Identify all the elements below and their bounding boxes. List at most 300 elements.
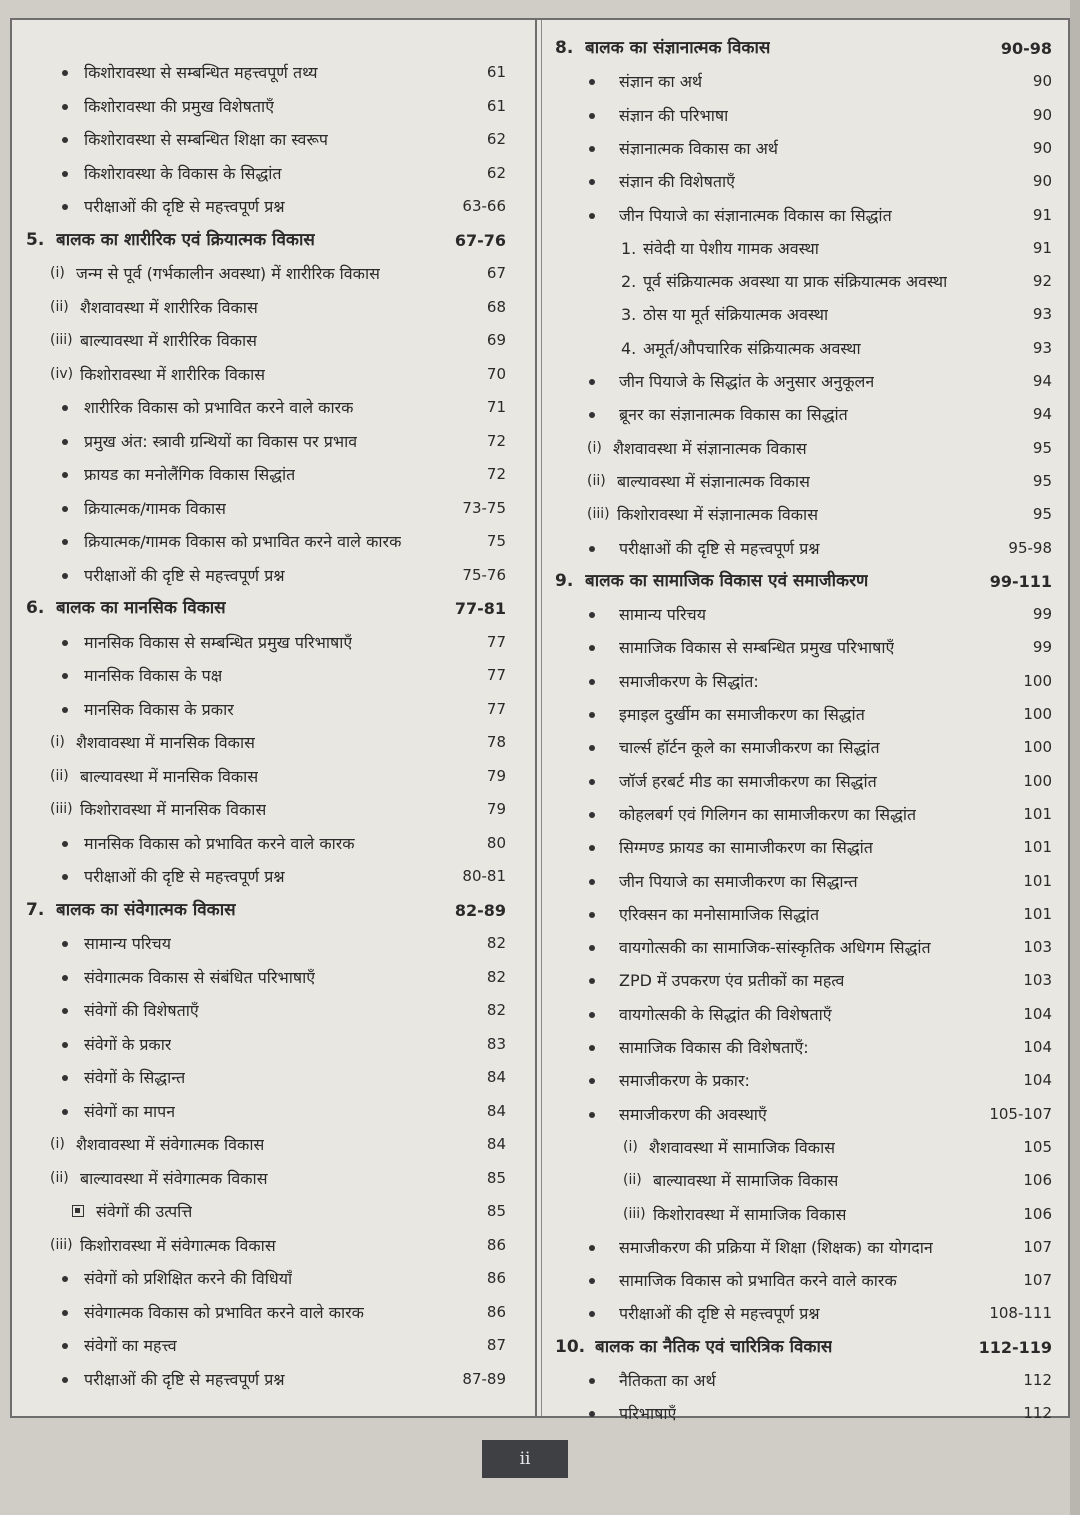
entry-title: क्रियात्मक/गामक विकास	[84, 498, 226, 518]
entry-title: शारीरिक विकास को प्रभावित करने वाले कारक	[84, 398, 354, 417]
page-number: 103	[1023, 971, 1052, 990]
bullet-dot-icon	[589, 645, 595, 651]
page-number: 69	[486, 331, 506, 349]
toc-entry-row	[545, 165, 1068, 198]
toc-entry-row	[12, 1128, 534, 1161]
entry-title: समाजीकरण की अवस्थाएँ	[619, 1104, 767, 1124]
toc-entry-row	[12, 425, 534, 458]
bullet-dot-icon	[62, 539, 68, 545]
bullet-dot-icon	[589, 1045, 595, 1051]
bullet-dot-icon	[62, 673, 68, 679]
entry-title: चार्ल्स हॉर्टन कूले का समाजीकरण का सिद्धांत	[619, 738, 880, 758]
entry-title: बाल्यावस्था में संवेगात्मक विकास	[80, 1168, 268, 1188]
sub-entry-label: (ii)	[50, 1169, 69, 1186]
bullet-dot-icon	[62, 137, 68, 143]
entry-title: परीक्षाओं की दृष्टि से महत्त्वपूर्ण प्रश्न	[84, 1369, 285, 1389]
bullet-dot-icon	[589, 379, 595, 385]
toc-entry-row	[12, 760, 534, 793]
toc-entry-row	[545, 99, 1068, 132]
page-number: 71	[486, 398, 506, 416]
page-number: 107	[1023, 1271, 1052, 1290]
chapter-number: 8.	[555, 38, 574, 58]
entry-title: किशोरावस्था में सामाजिक विकास	[653, 1204, 847, 1224]
toc-entry-row	[545, 398, 1068, 431]
bullet-dot-icon	[589, 213, 595, 219]
toc-entry-row	[545, 1198, 1068, 1231]
toc-entry-row	[545, 831, 1068, 864]
entry-title: प्रमुख अंत: स्त्रावी ग्रन्थियों का विकास पर प्रभाव	[84, 431, 358, 451]
page-number: 87	[486, 1336, 506, 1354]
chapter-number: 5.	[26, 229, 45, 250]
toc-entry-row	[12, 1162, 534, 1195]
page-number: 86	[486, 1235, 506, 1254]
page-number: 105-107	[989, 1104, 1052, 1123]
toc-entry-row	[545, 1364, 1068, 1397]
page-number: 95	[1032, 505, 1052, 524]
sub-entry-label: (i)	[587, 439, 602, 456]
page-number: 86	[486, 1302, 506, 1321]
bullet-dot-icon	[62, 1276, 68, 1282]
entry-title: संवेगों का महत्त्व	[84, 1336, 177, 1355]
page-number: 68	[486, 297, 506, 316]
page-number: 84	[486, 1135, 506, 1153]
toc-chapter-row	[12, 224, 534, 257]
toc-entry-row	[12, 1028, 534, 1061]
page-number: 100	[1023, 671, 1052, 690]
entry-title: किशोरावस्था के विकास के सिद्धांत	[84, 163, 282, 183]
column-divider-inner	[541, 20, 542, 1416]
page-number: 95	[1032, 438, 1052, 457]
entry-title: संज्ञान का अर्थ	[619, 72, 703, 92]
bullet-dot-icon	[589, 978, 595, 984]
page-number: 104	[1023, 1071, 1052, 1090]
toc-entry-row	[12, 291, 534, 324]
bullet-dot-icon	[62, 1310, 68, 1316]
bullet-dot-icon	[62, 1008, 68, 1014]
toc-entry-row	[545, 964, 1068, 997]
chapter-number: 6.	[26, 598, 45, 618]
sub-entry-label: 1.	[621, 238, 637, 258]
page-number: 91	[1032, 205, 1052, 224]
entry-title: ZPD में उपकरण एंव प्रतीकों का महत्व	[619, 971, 845, 991]
page-number: 95-98	[1008, 538, 1052, 557]
page-number: 83	[486, 1034, 506, 1053]
page-number: 82	[486, 967, 506, 986]
entry-title: समाजीकरण के प्रकार:	[619, 1071, 750, 1091]
entry-title: संज्ञान की विशेषताएँ	[619, 172, 735, 192]
toc-entry-row	[12, 994, 534, 1027]
toc-entry-row	[545, 931, 1068, 964]
bullet-dot-icon	[62, 1109, 68, 1115]
page-number: 101	[1023, 871, 1052, 890]
entry-title: मानसिक विकास को प्रभावित करने वाले कारक	[84, 833, 355, 853]
page-number: 101	[1023, 838, 1052, 857]
toc-entry-row	[545, 532, 1068, 565]
toc-entry-row	[545, 998, 1068, 1031]
toc-entry-row	[545, 698, 1068, 731]
page-number: 84	[486, 1068, 506, 1086]
page-number: 79	[486, 800, 506, 818]
entry-title: इमाइल दुर्खीम का समाजीकरण का सिद्धांत	[619, 705, 865, 724]
page-number: 77	[486, 699, 506, 718]
toc-entry-row	[545, 65, 1068, 98]
sub-entry-label: 3.	[621, 305, 637, 325]
entry-title: जीन पियाजे के सिद्धांत के अनुसार अनुकूलन	[619, 372, 875, 391]
page-number: 77	[486, 666, 506, 684]
page-number: 87-89	[462, 1369, 506, 1388]
entry-title: सामाजिक विकास को प्रभावित करने वाले कारक	[619, 1271, 897, 1291]
bullet-dot-icon	[589, 1245, 595, 1251]
toc-entry-row	[545, 265, 1068, 298]
bullet-dot-icon	[589, 845, 595, 851]
bullet-dot-icon	[62, 1075, 68, 1081]
toc-chapter-row	[12, 592, 534, 625]
bullet-dot-icon	[62, 171, 68, 177]
sub-entry-label: (ii)	[50, 767, 69, 784]
sub-entry-label: (ii)	[50, 298, 69, 315]
page-number: 72	[486, 465, 506, 483]
bullet-dot-icon	[62, 573, 68, 579]
entry-title: परीक्षाओं की दृष्टि से महत्त्वपूर्ण प्रश्न	[619, 538, 820, 558]
sub-entry-label: (i)	[50, 734, 65, 750]
entry-title: जॉर्ज हरबर्ट मीड का समाजीकरण का सिद्धांत	[619, 771, 877, 791]
toc-entry-row	[12, 1363, 534, 1396]
toc-entry-row	[545, 665, 1068, 698]
toc-entry-row	[12, 1329, 534, 1362]
entry-title: परीक्षाओं की दृष्टि से महत्त्वपूर्ण प्रश्न	[84, 867, 285, 886]
entry-title: संवेगों का मापन	[84, 1101, 176, 1121]
page-number: 90	[1032, 138, 1052, 157]
page-number: 86	[486, 1269, 506, 1287]
entry-title: संवेगात्मक विकास से संबंधित परिभाषाएँ	[84, 967, 316, 987]
toc-entry-row	[545, 1297, 1068, 1330]
toc-chapter-row	[545, 565, 1068, 598]
page-number: 70	[486, 364, 506, 383]
page-number: 62	[486, 163, 506, 182]
entry-title: परीक्षाओं की दृष्टि से महत्त्वपूर्ण प्रश्न	[84, 197, 285, 216]
entry-title: संज्ञानात्मक विकास का अर्थ	[619, 138, 779, 158]
bullet-dot-icon	[62, 1377, 68, 1383]
entry-title: जीन पियाजे का समाजीकरण का सिद्धान्त	[619, 871, 858, 891]
toc-entry-row	[545, 765, 1068, 798]
toc-chapter-row	[12, 894, 534, 927]
entry-title: संवेदी या पेशीय गामक अवस्था	[643, 238, 819, 258]
toc-entry-row	[545, 1264, 1068, 1297]
toc-entry-row	[12, 458, 534, 491]
toc-entry-row	[12, 123, 534, 156]
sub-entry-label: (iii)	[50, 1236, 73, 1253]
bullet-dot-icon	[589, 779, 595, 785]
toc-entry-row	[545, 798, 1068, 831]
page-number: 84	[486, 1101, 506, 1120]
toc-chapter-row	[545, 1331, 1068, 1364]
entry-title: फ्रायड का मनोलैंगिक विकास सिद्धांत	[84, 465, 296, 484]
toc-entry-row	[12, 257, 534, 290]
toc-entry-row	[545, 865, 1068, 898]
chapter-number: 10.	[555, 1336, 586, 1357]
page-number: 67-76	[454, 230, 506, 250]
chapter-number: 7.	[26, 899, 45, 920]
page-number: 82	[486, 1001, 506, 1019]
entry-title: जन्म से पूर्व (गर्भकालीन अवस्था) में शारीरिक विकास	[76, 264, 380, 283]
entry-title: शैशवावस्था में मानसिक विकास	[76, 733, 255, 752]
entry-title: एरिक्सन का मनोसामाजिक सिद्धांत	[619, 904, 820, 924]
entry-title: ब्रूनर का संज्ञानात्मक विकास का सिद्धांत	[619, 405, 848, 425]
entry-title: संवेगात्मक विकास को प्रभावित करने वाले कारक	[84, 1302, 364, 1322]
entry-title: बाल्यावस्था में संज्ञानात्मक विकास	[617, 471, 810, 491]
chapter-title: बालक का सामाजिक विकास एवं समाजीकरण	[585, 570, 869, 591]
bullet-dot-icon	[589, 412, 595, 418]
toc-entry-row	[12, 56, 534, 89]
right-column	[545, 20, 1068, 1424]
page-number: 73-75	[462, 498, 506, 517]
bullet-dot-icon	[589, 1411, 595, 1417]
entry-title: संवेगों के सिद्धान्त	[84, 1068, 186, 1087]
entry-title: कोहलबर्ग एवं गिलिगन का सामाजीकरण का सिद्धांत	[619, 804, 917, 824]
sub-entry-label: (i)	[50, 1136, 65, 1152]
bullet-dot-icon	[589, 712, 595, 718]
entry-title: संवेगों को प्रशिक्षित करने की विधियाँ	[84, 1269, 293, 1288]
page-number: 85	[486, 1168, 506, 1187]
bullet-dot-icon	[62, 104, 68, 110]
page-number: 112	[1023, 1371, 1052, 1389]
toc-entry-row	[12, 693, 534, 726]
page-number: 99-111	[989, 571, 1052, 591]
toc-entry-row	[12, 659, 534, 692]
page-number: 82	[486, 934, 506, 952]
sub-entry-label: (iii)	[50, 801, 73, 817]
entry-title: परीक्षाओं की दृष्टि से महत्त्वपूर्ण प्रश्न	[84, 565, 285, 585]
page-number: 94	[1032, 405, 1052, 424]
toc-entry-row	[12, 525, 534, 558]
chapter-number: 9.	[555, 570, 574, 591]
bullet-dot-icon	[62, 841, 68, 847]
page-number: 103	[1023, 938, 1052, 957]
toc-entry-row	[12, 726, 534, 759]
entry-title: सामाजिक विकास की विशेषताएँ:	[619, 1038, 809, 1057]
bullet-dot-icon	[589, 113, 595, 119]
bullet-dot-icon	[62, 70, 68, 76]
toc-entry-row	[12, 90, 534, 123]
page-number: 108-111	[989, 1304, 1052, 1323]
toc-entry-row	[545, 332, 1068, 365]
toc-entry-row	[545, 199, 1068, 232]
column-divider	[535, 20, 537, 1416]
entry-title: शैशवावस्था में सामाजिक विकास	[649, 1137, 836, 1157]
bullet-dot-icon	[62, 874, 68, 880]
entry-title: सामान्य परिचय	[619, 605, 706, 625]
toc-entry-row	[12, 1095, 534, 1128]
toc-entry-row	[12, 157, 534, 190]
bullet-dot-icon	[589, 1012, 595, 1018]
entry-title: नैतिकता का अर्थ	[619, 1371, 716, 1390]
entry-title: शैशवावस्था में संवेगात्मक विकास	[76, 1135, 265, 1154]
page-number: 100	[1023, 705, 1052, 723]
entry-title: किशोरावस्था में मानसिक विकास	[80, 800, 267, 819]
bullet-dot-icon	[589, 612, 595, 618]
page-number: 90	[1032, 172, 1052, 191]
bullet-dot-icon	[589, 1112, 595, 1118]
toc-entry-row	[545, 432, 1068, 465]
page-number: 78	[486, 733, 506, 751]
chapter-title: बालक का शारीरिक एवं क्रियात्मक विकास	[56, 229, 315, 250]
toc-entry-row	[12, 324, 534, 357]
toc-entry-row	[12, 1296, 534, 1329]
entry-title: संवेगों की उत्पत्ति	[96, 1202, 193, 1221]
entry-title: पूर्व संक्रियात्मक अवस्था या प्राक संक्रियात्मक अवस्था	[643, 272, 948, 292]
page-number: 93	[1032, 338, 1052, 357]
page-number: 94	[1032, 372, 1052, 390]
page-number: 95	[1032, 471, 1052, 490]
bullet-dot-icon	[589, 146, 595, 152]
page-number: 92	[1032, 272, 1052, 291]
entry-title: किशोरावस्था में शारीरिक विकास	[80, 364, 266, 384]
page-number: 67	[486, 264, 506, 282]
toc-entry-row	[545, 598, 1068, 631]
toc-entry-row	[12, 860, 534, 893]
toc-entry-row	[12, 1262, 534, 1295]
toc-entry-row	[545, 1031, 1068, 1064]
page-number: 72	[486, 431, 506, 450]
page-number: 112-119	[978, 1337, 1052, 1357]
page-number: 91	[1032, 238, 1052, 257]
page-number: 104	[1023, 1004, 1052, 1023]
page-number: 100	[1023, 738, 1052, 757]
page-number: 63-66	[462, 197, 506, 215]
page-number: 79	[486, 766, 506, 785]
bullet-dot-icon	[589, 945, 595, 951]
entry-title: किशोरावस्था में संवेगात्मक विकास	[80, 1235, 276, 1255]
toc-page	[10, 18, 1070, 1424]
entry-title: किशोरावस्था की प्रमुख विशेषताएँ	[84, 96, 275, 116]
entry-title: किशोरावस्था से सम्बन्धित महत्त्वपूर्ण तथ्य	[84, 63, 318, 82]
page-number: 77	[486, 632, 506, 651]
entry-title: समाजीकरण की प्रक्रिया में शिक्षा (शिक्षक) का योगदान	[619, 1237, 933, 1257]
bullet-dot-icon	[62, 1042, 68, 1048]
bullet-dot-icon	[62, 640, 68, 646]
bullet-dot-icon	[589, 1311, 595, 1317]
sub-entry-label: (iv)	[50, 365, 74, 382]
bullet-dot-icon	[62, 506, 68, 512]
chapter-title: बालक का संज्ञानात्मक विकास	[585, 38, 771, 58]
entry-title: जीन पियाजे का संज्ञानात्मक विकास का सिद्धांत	[619, 205, 892, 225]
toc-entry-row	[12, 827, 534, 860]
entry-title: क्रियात्मक/गामक विकास को प्रभावित करने वाले कारक	[84, 532, 402, 551]
toc-entry-row	[12, 961, 534, 994]
page-number: 80	[486, 833, 506, 852]
entry-title: परीक्षाओं की दृष्टि से महत्त्वपूर्ण प्रश्न	[619, 1304, 820, 1324]
toc-entry-row	[12, 559, 534, 592]
toc-entry-row	[545, 498, 1068, 531]
page-number: 75-76	[462, 565, 506, 584]
entry-title: सामान्य परिचय	[84, 934, 171, 953]
page-number: 85	[486, 1202, 506, 1220]
page-number: 61	[486, 96, 506, 115]
entry-title: बाल्यावस्था में सामाजिक विकास	[653, 1171, 839, 1191]
sub-entry-label: (iii)	[623, 1205, 646, 1222]
bullet-dot-icon	[62, 707, 68, 713]
toc-chapter-row	[545, 32, 1068, 65]
left-column	[12, 20, 534, 1416]
entry-title: समाजीकरण के सिद्धांत:	[619, 671, 759, 691]
page-number: 101	[1023, 804, 1052, 823]
page-number: 104	[1023, 1038, 1052, 1056]
toc-entry-row	[545, 465, 1068, 498]
toc-entry-row	[12, 626, 534, 659]
toc-entry-row	[545, 1131, 1068, 1164]
toc-entry-row	[12, 492, 534, 525]
entry-title: परिभाषाएँ	[619, 1404, 677, 1424]
entry-title: अमूर्त/औपचारिक संक्रियात्मक अवस्था	[643, 338, 861, 358]
bullet-dot-icon	[589, 1378, 595, 1384]
entry-title: बाल्यावस्था में मानसिक विकास	[80, 766, 259, 786]
toc-entry-row	[12, 190, 534, 223]
page-number: 61	[486, 63, 506, 81]
toc-entry-row	[12, 1195, 534, 1228]
page-number: 99	[1032, 605, 1052, 624]
page-number: 82-89	[454, 900, 506, 920]
bullet-dot-icon	[589, 912, 595, 918]
sub-entry-label: (i)	[623, 1138, 638, 1155]
entry-title: किशोरावस्था में संज्ञानात्मक विकास	[617, 505, 819, 525]
toc-entry-row	[545, 898, 1068, 931]
page-number: 101	[1023, 904, 1052, 923]
entry-title: मानसिक विकास से सम्बन्धित प्रमुख परिभाषाएँ	[84, 632, 353, 652]
bullet-dot-icon	[589, 546, 595, 552]
page-number: 105	[1023, 1137, 1052, 1156]
bullet-dot-icon	[589, 879, 595, 885]
entry-title: ठोस या मूर्त संक्रियात्मक अवस्था	[643, 305, 829, 325]
page-number: 100	[1023, 771, 1052, 790]
toc-entry-row	[545, 132, 1068, 165]
entry-title: बाल्यावस्था में शारीरिक विकास	[80, 331, 257, 350]
entry-title: शैशवावस्था में संज्ञानात्मक विकास	[613, 438, 807, 458]
page-number: 75	[486, 532, 506, 550]
entry-title: मानसिक विकास के पक्ष	[84, 666, 223, 685]
bullet-dot-icon	[62, 941, 68, 947]
sub-entry-label: (iii)	[50, 332, 73, 348]
bullet-dot-icon	[589, 1078, 595, 1084]
page-edge-shadow	[1070, 0, 1080, 1515]
page-number: 90	[1032, 72, 1052, 91]
entry-title: सिग्मण्ड फ्रायड का सामाजीकरण का सिद्धांत	[619, 838, 873, 858]
sub-entry-label: (ii)	[623, 1172, 642, 1189]
entry-title: संवेगों की विशेषताएँ	[84, 1001, 199, 1020]
entry-title: संवेगों के प्रकार	[84, 1034, 172, 1054]
page-number: 99	[1032, 638, 1052, 657]
toc-entry-row	[545, 232, 1068, 265]
entry-title: वायगोत्सकी का सामाजिक-सांस्कृतिक अधिगम सिद्धांत	[619, 938, 931, 958]
bullet-dot-icon	[589, 179, 595, 185]
page-number: 77-81	[454, 599, 506, 618]
bullet-dot-icon	[589, 745, 595, 751]
bullet-dot-icon	[589, 79, 595, 85]
entry-title: शैशवावस्था में शारीरिक विकास	[80, 297, 258, 317]
bullet-dot-icon	[62, 439, 68, 445]
toc-entry-row	[545, 1231, 1068, 1264]
bullet-dot-icon	[589, 1278, 595, 1284]
page-number: 62	[486, 130, 506, 148]
toc-entry-row	[12, 793, 534, 826]
bullet-dot-icon	[589, 679, 595, 685]
bullet-dot-icon	[62, 975, 68, 981]
toc-entry-row	[545, 1164, 1068, 1197]
sub-entry-label: (i)	[50, 265, 65, 281]
toc-entry-row	[12, 1061, 534, 1094]
toc-entry-row	[545, 1098, 1068, 1131]
toc-entry-row	[12, 927, 534, 960]
toc-entry-row	[545, 731, 1068, 764]
